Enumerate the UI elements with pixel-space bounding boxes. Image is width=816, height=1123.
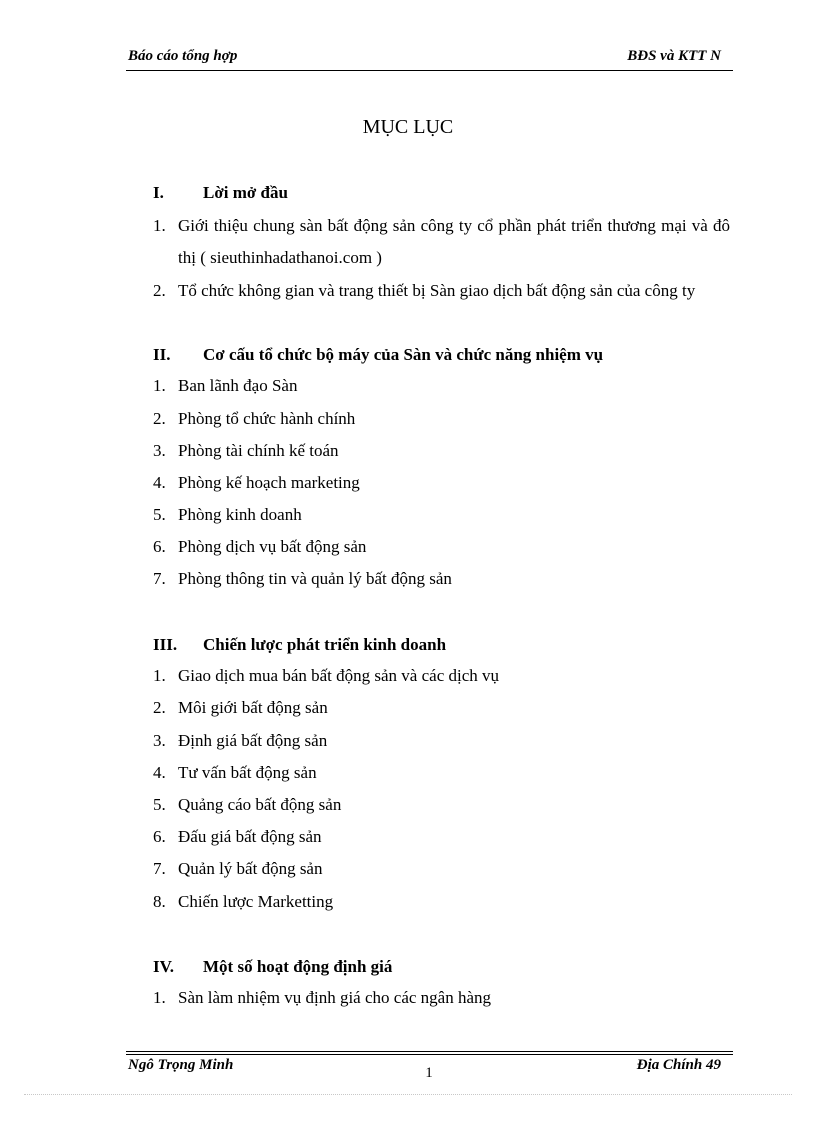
toc-item — [153, 853, 730, 885]
section-heading-4 — [153, 957, 392, 977]
section-title: Cơ cấu tổ chức bộ máy của Sàn và chức năng nhiệm vụ — [203, 345, 604, 364]
section-heading-2 — [153, 345, 603, 365]
item-text: Phòng dịch vụ bất động sản — [178, 537, 367, 556]
section-title: Chiến lược phát triển kinh doanh — [203, 635, 447, 654]
toc-item — [153, 435, 730, 467]
header-rule — [126, 70, 733, 71]
item-number: 3. — [153, 731, 166, 750]
item-number: 3. — [153, 441, 166, 460]
item-number: 7. — [153, 859, 166, 878]
item-text: Giới thiệu chung sàn bất động sản công ty cổ phần phát triển thương mại và đô thị ( sieuthinhadathanoi.com ) — [178, 216, 730, 267]
item-number: 1. — [153, 988, 166, 1007]
item-number: 6. — [153, 827, 166, 846]
section-number: IV. — [153, 957, 174, 976]
section-number: II. — [153, 345, 171, 364]
toc-item — [153, 789, 730, 821]
toc-item — [153, 499, 730, 531]
item-number: 7. — [153, 569, 166, 588]
item-text: Quản lý bất động sản — [178, 859, 323, 878]
item-text: Ban lãnh đạo Sàn — [178, 376, 298, 395]
toc-item — [153, 725, 730, 757]
item-text: Đấu giá bất động sản — [178, 827, 322, 846]
item-text: Môi giới bất động sản — [178, 698, 328, 717]
section-heading-3 — [153, 635, 446, 655]
item-text: Quảng cáo bất động sản — [178, 795, 342, 814]
toc-item — [153, 467, 730, 499]
item-text: Phòng kế hoạch marketing — [178, 473, 360, 492]
toc-item — [153, 886, 730, 918]
header-right: BĐS và KTT N — [627, 48, 721, 64]
item-text: Phòng thông tin và quản lý bất động sản — [178, 569, 452, 588]
toc-item — [153, 692, 730, 724]
item-text: Tổ chức không gian và trang thiết bị Sàn giao dịch bất động sản của công ty — [178, 281, 696, 300]
item-number: 2. — [153, 409, 166, 428]
toc-item — [153, 821, 730, 853]
footer-rule — [126, 1054, 733, 1055]
item-number: 1. — [153, 216, 166, 235]
item-number: 5. — [153, 795, 166, 814]
section-title: Một số hoạt động định giá — [203, 957, 393, 976]
section-heading-1 — [153, 183, 288, 203]
item-text: Phòng tài chính kế toán — [178, 441, 339, 460]
item-text: Giao dịch mua bán bất động sản và các dịch vụ — [178, 666, 500, 685]
item-number: 6. — [153, 537, 166, 556]
toc-item — [153, 660, 730, 692]
page-number: 1 — [425, 1065, 433, 1081]
item-text: Sàn làm nhiệm vụ định giá cho các ngân hàng — [178, 988, 491, 1007]
item-number: 1. — [153, 376, 166, 395]
item-number: 1. — [153, 666, 166, 685]
item-text: Phòng tổ chức hành chính — [178, 409, 356, 428]
toc-item — [153, 757, 730, 789]
toc-item — [153, 403, 730, 435]
item-text: Tư vấn bất động sản — [178, 763, 317, 782]
section-number: I. — [153, 183, 164, 202]
item-number: 8. — [153, 892, 166, 911]
footer-rule — [126, 1051, 733, 1052]
item-text: Định giá bất động sản — [178, 731, 328, 750]
section-title: Lời mở đầu — [203, 183, 288, 202]
toc-item — [153, 370, 730, 402]
item-number: 4. — [153, 473, 166, 492]
toc-item — [153, 563, 730, 595]
toc-item — [153, 531, 730, 563]
section-number: III. — [153, 635, 178, 654]
item-text: Phòng kinh doanh — [178, 505, 302, 524]
item-number: 4. — [153, 763, 166, 782]
item-number: 5. — [153, 505, 166, 524]
item-text: Chiến lược Marketting — [178, 892, 334, 911]
toc-item — [153, 982, 730, 1014]
toc-item — [153, 275, 730, 307]
footer-author: Ngô Trọng Minh — [128, 1057, 234, 1073]
item-number: 2. — [153, 281, 166, 300]
toc-item — [153, 210, 730, 274]
header-left: Báo cáo tổng hợp — [128, 48, 238, 64]
page-title: MỤC LỤC — [362, 116, 454, 138]
item-number: 2. — [153, 698, 166, 717]
page-break-line — [24, 1094, 792, 1095]
footer-class: Địa Chính 49 — [636, 1057, 721, 1073]
